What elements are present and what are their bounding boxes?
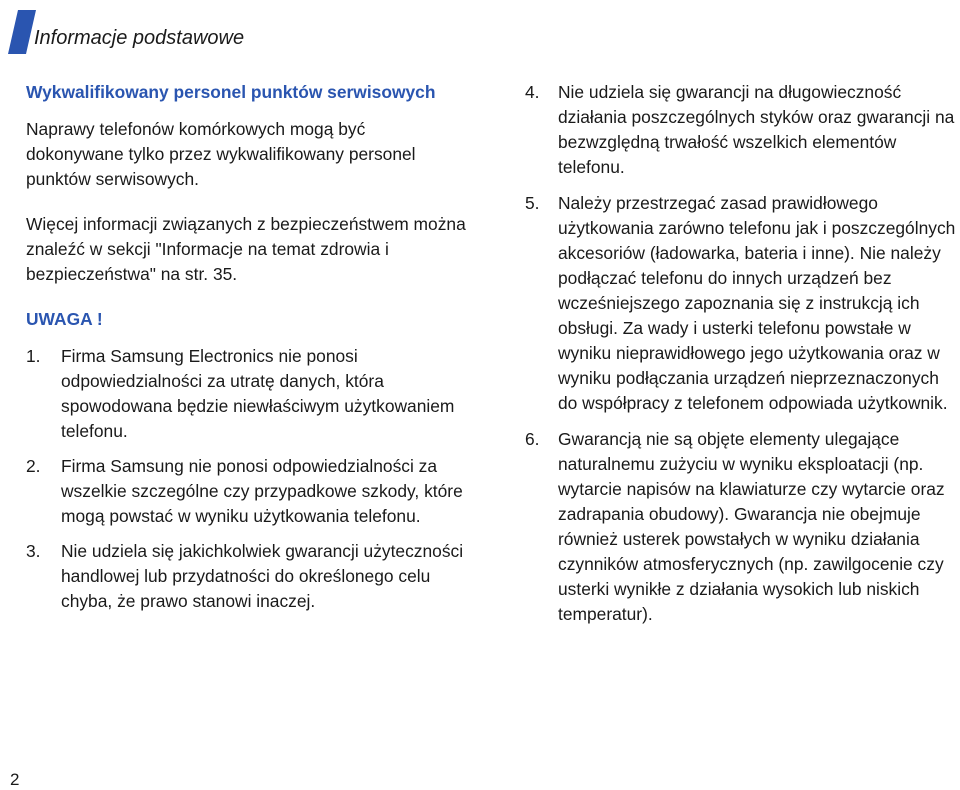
list-item-text: Nie udziela się gwarancji na długowieczność działania poszczególnych styków oraz gwarancji na bezwzględną trwałość wszelkich elementów telefonu. [558, 82, 955, 177]
list-item [525, 191, 957, 416]
list-item [525, 80, 957, 180]
right-column [525, 80, 957, 638]
list-item-number: 4. [525, 82, 540, 102]
page-header [8, 10, 408, 54]
list-item [26, 539, 466, 614]
page-number: 2 [10, 770, 20, 789]
list-item [26, 344, 466, 444]
list-item-number: 1. [26, 346, 41, 366]
left-column [26, 80, 466, 624]
warning-label: UWAGA ! [26, 309, 103, 329]
list-item [525, 427, 957, 627]
list-item-text: Firma Samsung Electronics nie ponosi odpowiedzialności za utratę danych, która spowodowana będzie niewłaściwym użytkowaniem telefonu. [61, 346, 455, 441]
list-item-text: Należy przestrzegać zasad prawidłowego użytkowania zarówno telefonu jak i poszczególnych akcesoriów (ładowarka, bateria i inne). Nie należy podłączać telefonu do innych urządzeń bez wcześniejszego zapoznania się z instrukcją ich obsługi. Za wady i usterki telefonu powstałe w wyniku nieprawidłowego jego użytkowania oraz w wyniku podłączania urządzeń nieprzeznaczonych do współpracy z telefonem odpowiada użytkownik. [558, 193, 956, 413]
safety-reference-paragraph: Więcej informacji związanych z bezpieczeństwem można znaleźć w sekcji "Informacje na temat zdrowia i bezpieczeństwa" na str. 35. [26, 214, 466, 284]
section-title: Informacje podstawowe [34, 27, 245, 49]
list-item-number: 3. [26, 541, 41, 561]
list-item-text: Nie udziela się jakichkolwiek gwarancji użyteczności handlowej lub przydatności do określonego celu chyba, że prawo stanowi inaczej. [61, 541, 464, 611]
list-item-number: 6. [525, 429, 540, 449]
list-item-number: 2. [26, 456, 41, 476]
list-item-text: Gwarancją nie są objęte elementy ulegające naturalnemu zużyciu w wyniku eksploatacji (np. wytarcie napisów na klawiaturze czy wytarcie oraz zadrapania obudowy). Gwarancja nie obejmuje również usterek powstałych w wyniku działania czynników atmosferycznych (np. zawilgocenie czy usterki wynikłe z działania wysokich lub niskich temperatur). [558, 429, 945, 624]
list-item [26, 454, 466, 529]
service-paragraph: Naprawy telefonów komórkowych mogą być dokonywane tylko przez wykwalifikowany personel punktów serwisowych. [26, 119, 416, 189]
list-item-text: Firma Samsung nie ponosi odpowiedzialności za wszelkie szczególne czy przypadkowe szkody, które mogą powstać w wyniku użytkowania telefonu. [61, 456, 463, 526]
service-heading: Wykwalifikowany personel punktów serwisowych [26, 82, 436, 102]
list-item-number: 5. [525, 193, 540, 213]
header-accent-bar [8, 10, 36, 54]
